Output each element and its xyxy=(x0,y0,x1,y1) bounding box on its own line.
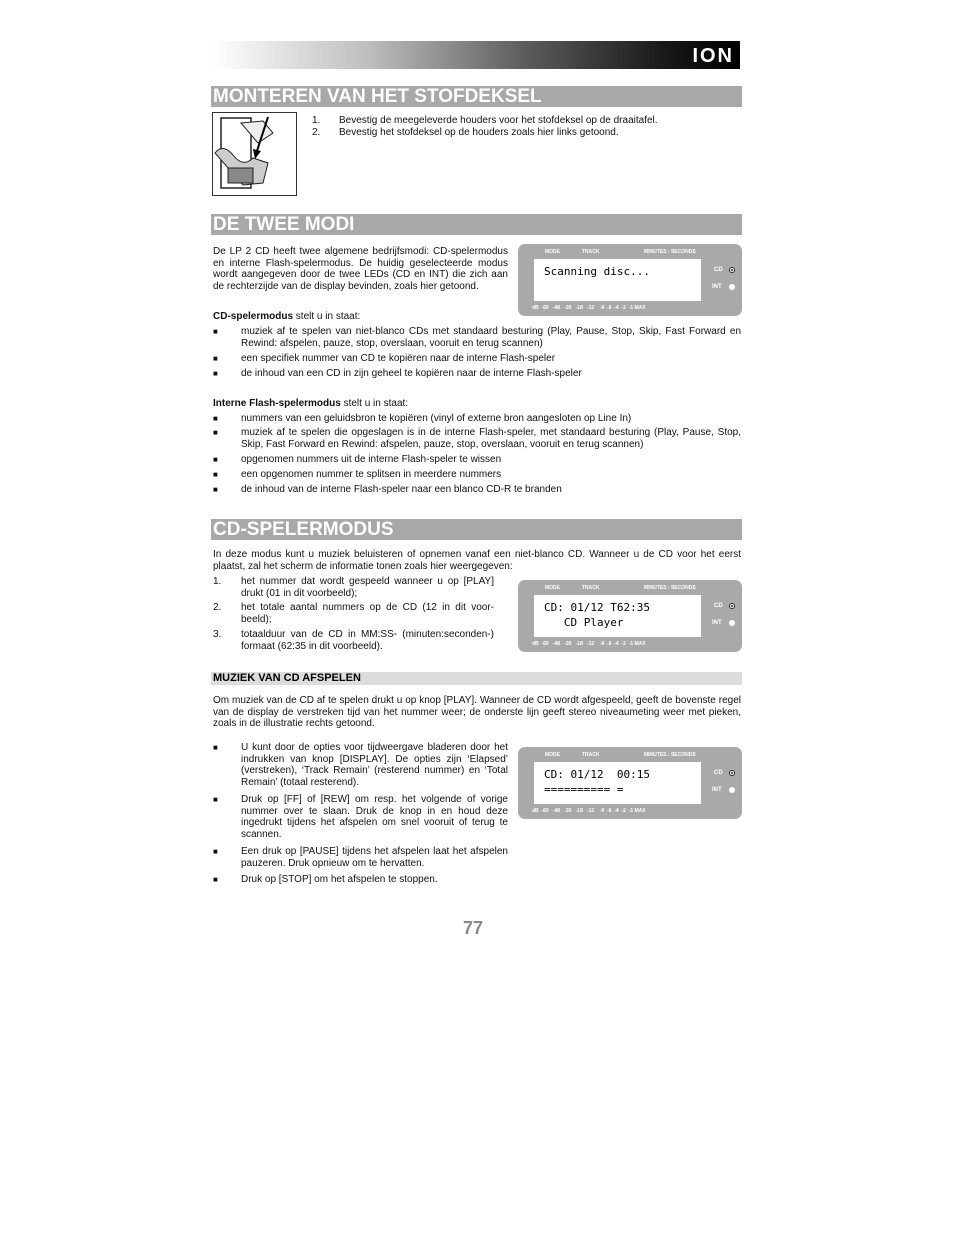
bullet-icon: ■ xyxy=(213,414,218,423)
lcd-display-cd-player xyxy=(518,580,742,652)
bullet-icon: ■ xyxy=(213,369,218,378)
step-text: het nummer dat wordt gespeeld wanneer u op [PLAY] drukt (01 in dit voorbeeld); xyxy=(241,576,494,599)
lcd-display-scanning xyxy=(518,244,742,316)
step-text: het totale aantal nummers op de CD (12 in dit voor-beeld); xyxy=(241,602,494,625)
int-led-icon xyxy=(729,284,735,290)
step-number: 3. xyxy=(213,629,222,640)
lcd-track-label: TRACK xyxy=(582,249,600,255)
step-number: 2. xyxy=(312,127,321,138)
lcd-screen xyxy=(534,762,701,804)
lcd-track-label: TRACK xyxy=(582,585,600,591)
bullet-icon: ■ xyxy=(213,795,218,804)
list-item: U kunt door de opties voor tijdweergave bladeren door het indrukken van knop [DISPLAY]. De opties zijn ‘Elapsed’ (verstreken), ‘Track Remain’ (resterend nummer) en ‘Total Remain’ (totaal resterend). xyxy=(241,742,508,788)
subsection-title-afspelen: MUZIEK VAN CD AFSPELEN xyxy=(211,672,742,685)
section-title-stofdeksel: MONTEREN VAN HET STOFDEKSEL xyxy=(211,86,742,107)
header-bar xyxy=(212,41,740,69)
int-led-icon xyxy=(729,787,735,793)
lcd-mode-label: MODE xyxy=(545,752,560,758)
bullet-icon: ■ xyxy=(213,847,218,856)
step-text: totaalduur van de CD in MM:SS- (minuten:seconden-) formaat (62:35 in dit voorbeeld). xyxy=(241,629,494,652)
section-title-twee-modi: DE TWEE MODI xyxy=(211,214,742,235)
lcd-level-scale: dB -60 -48 -30 -18 -12 -9 -6 -4 -2 -1 MAX xyxy=(532,808,646,814)
cd-led-icon xyxy=(729,603,735,609)
int-led-label: INT xyxy=(712,787,722,793)
list-item: Druk op [FF] of [REW] om resp. het volgende of vorige nummer over te slaan. Druk de knop in en houd deze ingedrukt tijdens het afspelen om snel vooruit of terug te scannen. xyxy=(241,794,508,840)
cd-led-label: CD xyxy=(714,603,723,609)
list-item: muziek af te spelen die opgeslagen is in de interne Flash-speler, met standaard besturing (Play, Pause, Stop, Skip, Fast Forward en Rewind: afspelen, pauze, stop, overslaan, vooruit en terug scannen) xyxy=(241,427,741,450)
step-number: 2. xyxy=(213,602,222,613)
bullet-icon: ■ xyxy=(213,327,218,336)
int-led-label: INT xyxy=(712,620,722,626)
lcd-time-label: MINUTES : SECONDS xyxy=(644,249,696,255)
lcd-mode-label: MODE xyxy=(545,249,560,255)
lcd-line-1: CD: 01/12 T62:35 xyxy=(544,601,650,614)
lcd-line-2: ========== = xyxy=(544,783,624,796)
list-item: opgenomen nummers uit de interne Flash-speler te wissen xyxy=(241,454,502,465)
cd-led-label: CD xyxy=(714,770,723,776)
bullet-icon: ■ xyxy=(213,428,218,437)
cd-led-icon xyxy=(729,770,735,776)
section-title-cd-spelermodus: CD-SPELERMODUS xyxy=(211,519,742,540)
lcd-track-label: TRACK xyxy=(582,752,600,758)
step-text: Bevestig het stofdeksel op de houders zoals hier links getoond. xyxy=(339,127,619,138)
playback-intro: Om muziek van de CD af te spelen drukt u op knop [PLAY]. Wanneer de CD wordt afgespeeld, geeft de bovenste regel van de display de verstreken tijd van het nummer weer; de onderste lijn geeft stereo niveaumeting weer met pieken, zoals in de illustratie rechts getoond. xyxy=(213,695,741,730)
bullet-icon: ■ xyxy=(213,875,218,884)
step-text: Bevestig de meegeleverde houders voor het stofdeksel op de draaitafel. xyxy=(339,115,658,126)
list-item: de inhoud van de interne Flash-speler naar een blanco CD-R te branden xyxy=(241,484,562,495)
lcd-screen xyxy=(534,595,701,637)
cd-led-label: CD xyxy=(714,267,723,273)
lcd-line-1: CD: 01/12 00:15 xyxy=(544,768,650,781)
list-item: Een druk op [PAUSE] tijdens het afspelen laat het afspelen pauzeren. Druk opnieuw om te hervatten. xyxy=(241,846,508,869)
bullet-icon: ■ xyxy=(213,485,218,494)
lcd-level-scale: dB -60 -48 -30 -18 -12 -9 -6 -4 -2 -1 MAX xyxy=(532,641,646,647)
lcd-line-1: Scanning disc... xyxy=(544,265,650,278)
list-item: muziek af te spelen van niet-blanco CDs met standaard besturing (Play, Pause, Stop, Skip, Fast Forward en Rewind: afspelen, pauze, stop, overslaan, vooruit en terug scannen) xyxy=(241,326,741,349)
cd-led-icon xyxy=(729,267,735,273)
list-item: een opgenomen nummer te splitsen in meerdere nummers xyxy=(241,469,502,480)
list-item: nummers van een geluidsbron te kopiëren (vinyl of externe bron aangesloten op Line In) xyxy=(241,413,632,424)
page-number: 77 xyxy=(463,918,484,938)
list-item: Druk op [STOP] om het afspelen te stoppen. xyxy=(241,874,438,885)
lcd-time-label: MINUTES : SECONDS xyxy=(644,752,696,758)
bullet-icon: ■ xyxy=(213,470,218,479)
ion-logo: ION xyxy=(692,45,734,67)
bullet-icon: ■ xyxy=(213,743,218,752)
list-item: de inhoud van een CD in zijn geheel te kopiëren naar de interne Flash-speler xyxy=(241,368,582,379)
lcd-line-2: CD Player xyxy=(544,616,624,629)
lcd-screen xyxy=(534,259,701,301)
flash-mode-label: Interne Flash-spelermodus stelt u in staat: xyxy=(213,398,409,409)
dust-cover-illustration xyxy=(212,112,297,196)
step-number: 1. xyxy=(312,115,321,126)
lcd-level-scale: dB -60 -48 -30 -18 -12 -9 -6 -4 -2 -1 MAX xyxy=(532,305,646,311)
int-led-label: INT xyxy=(712,284,722,290)
cd-mode-intro: In deze modus kunt u muziek beluisteren of opnemen vanaf een niet-blanco CD. Wanneer u de CD voor het eerst plaatst, zal het scherm de informatie tonen zoals hier weergegeven: xyxy=(213,549,741,572)
step-number: 1. xyxy=(213,576,222,587)
cd-mode-label: CD-spelermodus stelt u in staat: xyxy=(213,311,361,322)
list-item: een specifiek nummer van CD te kopiëren naar de interne Flash-speler xyxy=(241,353,556,364)
modes-intro: De LP 2 CD heeft twee algemene bedrijfsmodi: CD-spelermodus en interne Flash-spelermodus. De huidig geselecteerde modus wordt aangegeven door de twee LEDs (CD en INT) die zich aan de rechterzijde van de display bevinden, zoals hier getoond. xyxy=(213,246,508,292)
bullet-icon: ■ xyxy=(213,354,218,363)
lcd-mode-label: MODE xyxy=(545,585,560,591)
int-led-icon xyxy=(729,620,735,626)
lcd-time-label: MINUTES : SECONDS xyxy=(644,585,696,591)
bullet-icon: ■ xyxy=(213,455,218,464)
lcd-display-playing xyxy=(518,747,742,819)
